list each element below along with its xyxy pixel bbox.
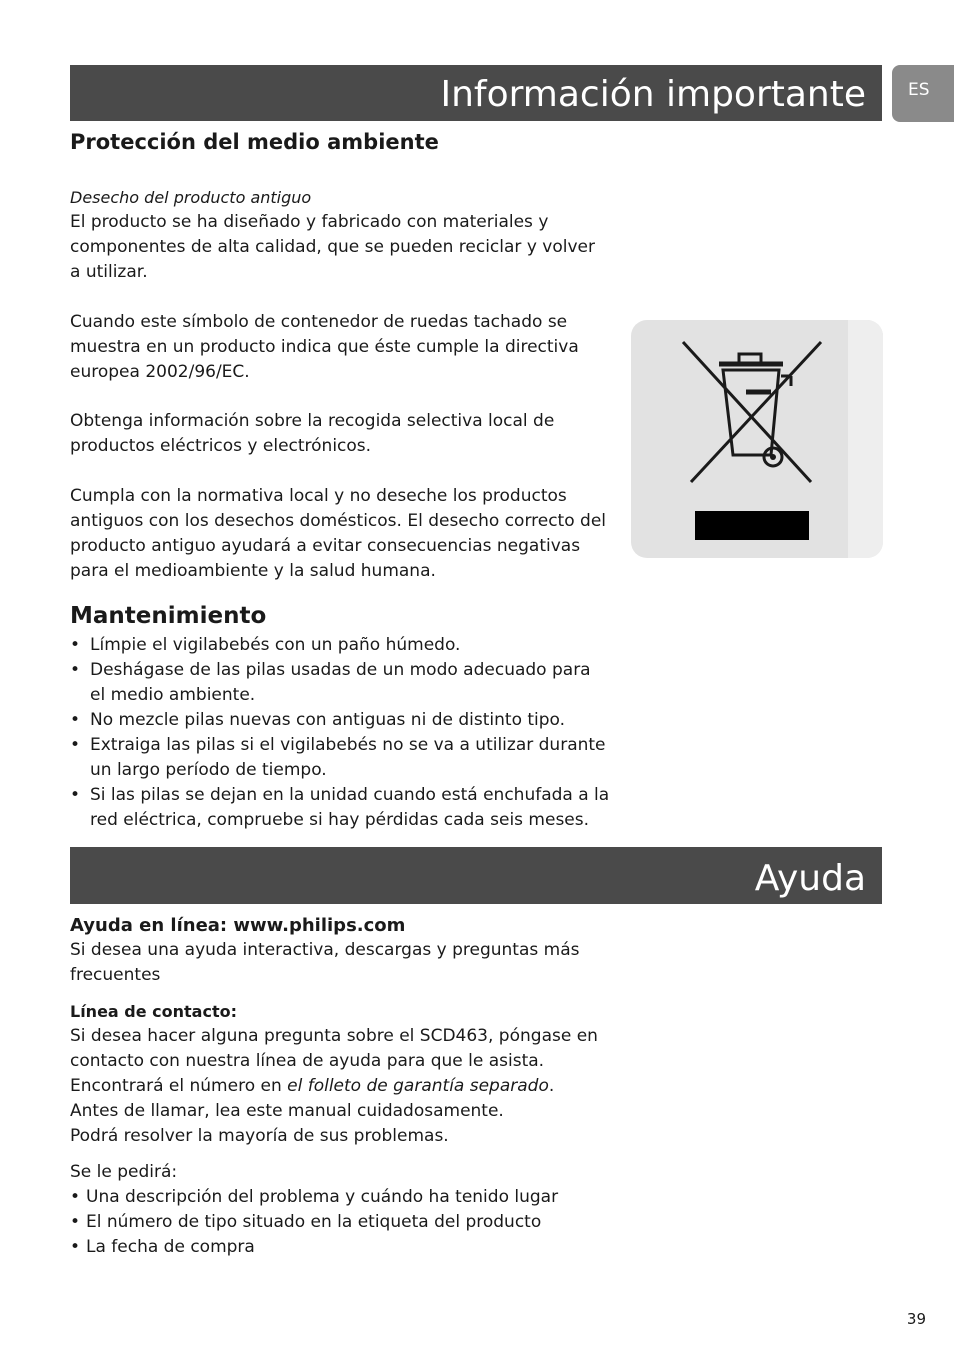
contact-line-3: Antes de llamar, lea este manual cuidadosamente. — [70, 1101, 504, 1121]
env-paragraph-3: Obtenga información sobre la recogida selectiva local de productos eléctricos y electrónicos. — [70, 411, 555, 456]
contact-line-2-end: . — [548, 1076, 555, 1096]
online-help-block — [70, 913, 590, 988]
env-block — [70, 185, 610, 285]
list-item: • No mezcle pilas nuevas con antiguas ni de distinto tipo. — [90, 708, 610, 733]
list-item: • Una descripción del problema y cuándo ha tenido lugar — [86, 1185, 606, 1210]
contact-block — [70, 999, 610, 1149]
section-title: Información importante — [440, 74, 866, 115]
contact-line-2 — [70, 1074, 610, 1099]
env-paragraph-4: Cumpla con la normativa local y no deseche los productos antiguos con los desechos domésticos. El desecho correcto del producto antiguo ayudará a evitar consecuencias negativas para el medioambiente y la salud humana. — [70, 486, 606, 581]
crossed-out-wheelie-bin-icon — [631, 320, 883, 558]
online-help-heading: Ayuda en línea: www.philips.com — [70, 915, 406, 936]
weee-symbol-panel — [631, 320, 883, 558]
page-number: 39 — [906, 1310, 926, 1328]
contact-line-1: Si desea hacer alguna pregunta sobre el SCD463, póngase en contacto con nuestra línea de ayuda para que le asista. — [70, 1026, 598, 1071]
list-item: • Límpie el vigilabebés con un paño húmedo. — [90, 633, 610, 658]
env-subheading: Desecho del producto antiguo — [70, 188, 312, 207]
list-item: • Extraiga las pilas si el vigilabebés no se va a utilizar durante un largo período de tiempo. — [90, 733, 610, 783]
contact-line-2-text: Encontrará el número en — [70, 1076, 288, 1096]
help-header-banner — [70, 847, 882, 904]
contact-heading: Línea de contacto: — [70, 1002, 237, 1021]
list-item: • Deshágase de las pilas usadas de un modo adecuado para el medio ambiente. — [90, 658, 610, 708]
list-item: • La fecha de compra — [86, 1235, 606, 1260]
contact-line-4: Podrá resolver la mayoría de sus problemas. — [70, 1126, 449, 1146]
online-help-text: Si desea una ayuda interactiva, descargas y preguntas más frecuentes — [70, 940, 580, 985]
warranty-leaflet-reference: el folleto de garantía separado — [287, 1076, 549, 1096]
list-item: • Si las pilas se dejan en la unidad cuando está enchufada a la red eléctrica, compruebe si hay pérdidas cada seis meses. — [90, 783, 610, 833]
help-title: Ayuda — [754, 858, 866, 899]
asked-intro: Se le pedirá: — [70, 1162, 178, 1182]
list-item: • El número de tipo situado en la etiqueta del producto — [86, 1210, 606, 1235]
env-paragraph-1: El producto se ha diseñado y fabricado con materiales y componentes de alta calidad, que se pueden reciclar y volver a utilizar. — [70, 212, 595, 282]
language-tab — [892, 65, 954, 122]
env-paragraph-2: Cuando este símbolo de contenedor de ruedas tachado se muestra en un producto indica que éste cumple la directiva europea 2002/96/EC. — [70, 312, 579, 382]
asked-list — [86, 1185, 606, 1260]
language-label: ES — [908, 80, 930, 100]
maintenance-heading: Mantenimiento — [70, 603, 267, 629]
section-header-banner — [70, 65, 882, 121]
maintenance-list — [90, 633, 610, 833]
env-heading: Protección del medio ambiente — [70, 130, 439, 154]
